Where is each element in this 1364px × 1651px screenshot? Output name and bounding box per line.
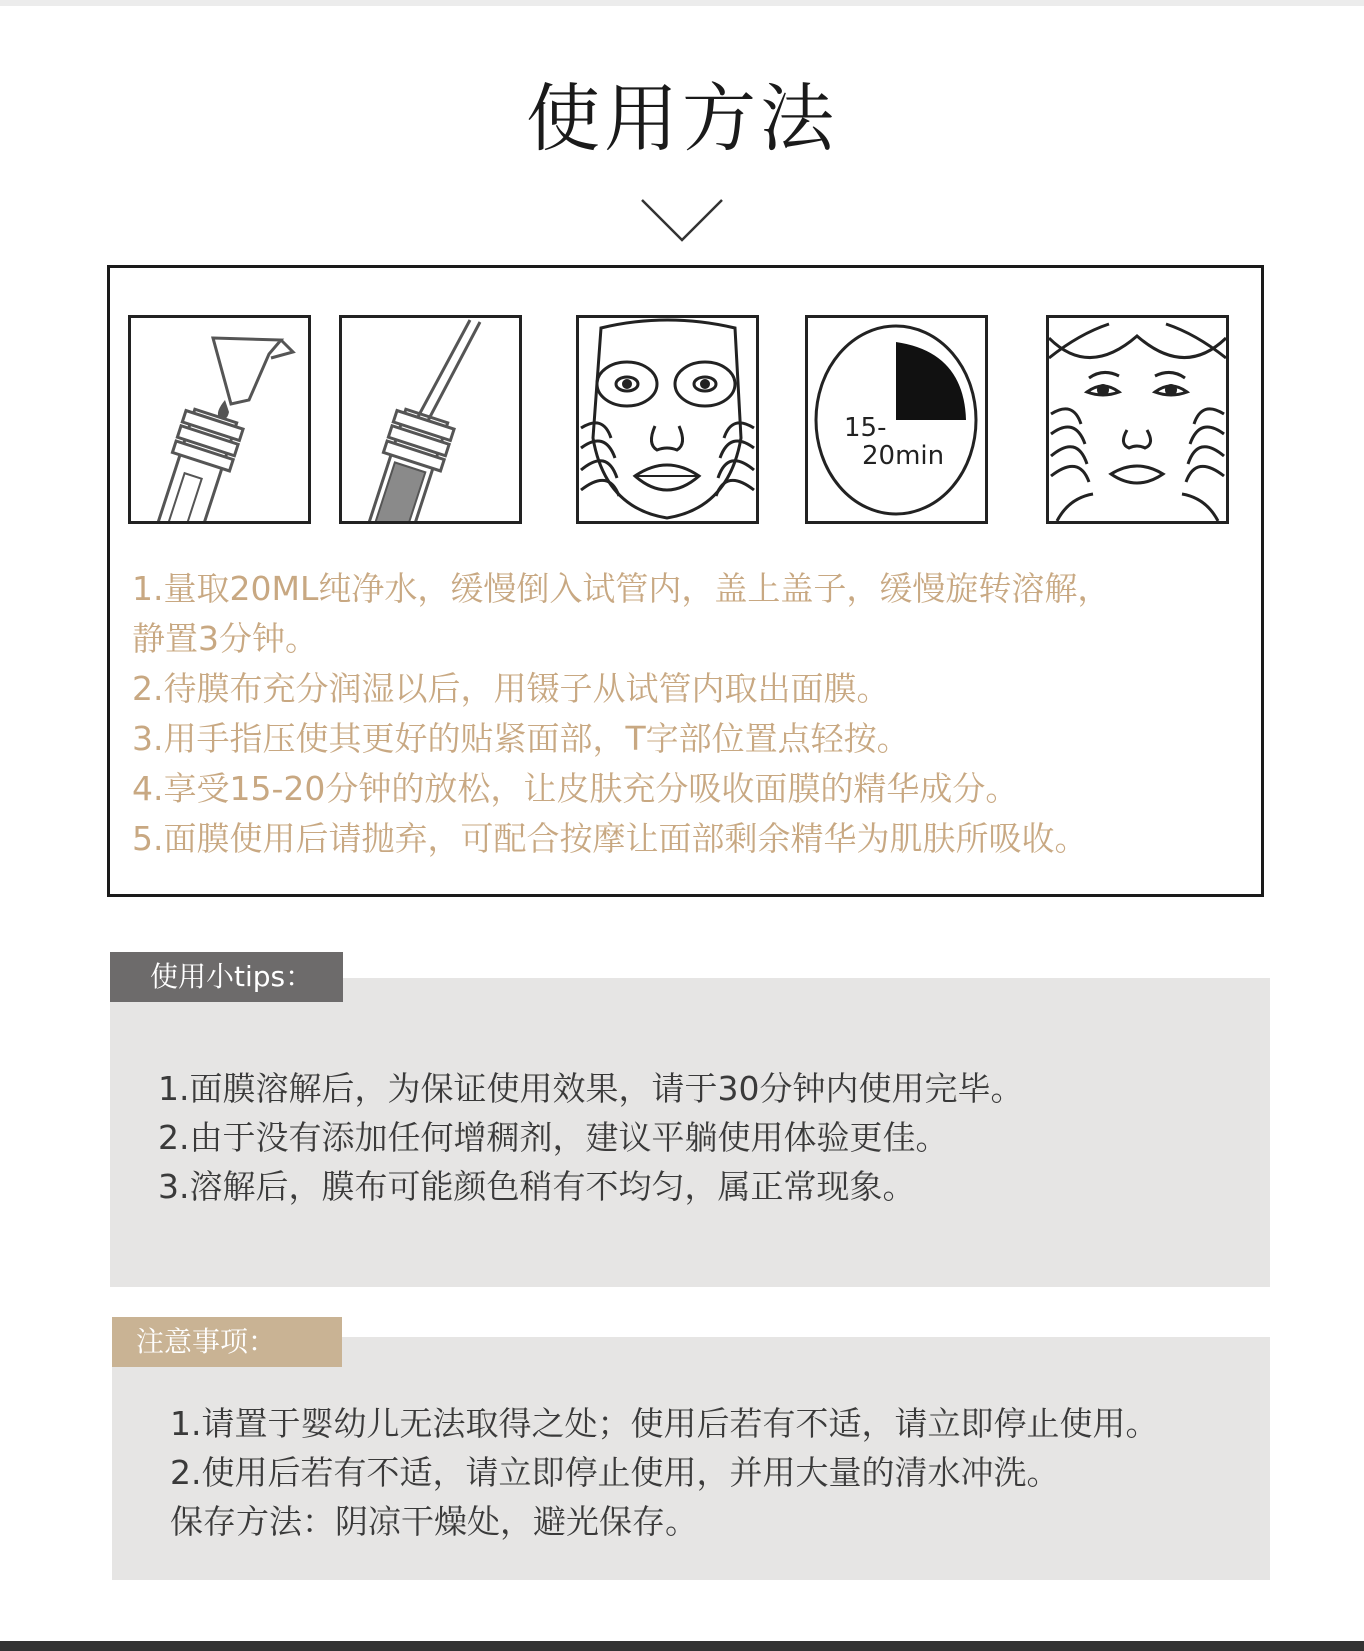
step-3: 3.用手指压使其更好的贴紧面部，T字部位置点轻按。 [132,719,910,758]
storage-method: 保存方法：阴凉干燥处，避光保存。 [170,1502,698,1541]
page-title: 使用方法 [526,76,838,162]
timer-icon [805,315,988,524]
step-4: 4.享受15-20分钟的放松，让皮肤充分吸收面膜的精华成分。 [132,769,1019,808]
step-1-line-1: 1.量取20ML纯净水，缓慢倒入试管内，盖上盖子，缓慢旋转溶解， [132,569,1111,608]
tip-item-2: 2.由于没有添加任何增稠剂，建议平躺使用体验更佳。 [158,1118,949,1157]
notice-item-2: 2.使用后若有不适，请立即停止使用，并用大量的清水冲洗。 [170,1453,1060,1492]
step-5: 5.面膜使用后请抛弃，可配合按摩让面部剩余精华为肌肤所吸收。 [132,819,1088,858]
timer-label-unit: 20min [862,441,945,471]
apply-mask-face-icon [576,315,759,524]
usage-steps-list [132,564,1232,864]
bottom-divider [0,1641,1364,1651]
pour-water-into-tube-icon [128,315,311,524]
notice-item-1: 1.请置于婴幼儿无法取得之处；使用后若有不适，请立即停止使用。 [170,1404,1159,1443]
pat-face-icon [1046,315,1229,524]
tip-item-3: 3.溶解后，膜布可能颜色稍有不均匀，属正常现象。 [158,1167,916,1206]
tweezers-in-tube-icon [339,315,522,524]
step-2: 2.待膜布充分润湿以后，用镊子从试管内取出面膜。 [132,669,890,708]
step-1-line-2: 静置3分钟。 [132,619,318,658]
top-divider [0,0,1364,6]
usage-steps-box [107,265,1264,897]
chevron-down-icon [640,198,724,244]
tip-item-1: 1.面膜溶解后，为保证使用效果，请于30分钟内使用完毕。 [158,1069,1024,1108]
timer-label-range: 15- [844,413,887,443]
tips-panel [110,978,1270,1287]
tips-heading: 使用小tips： [110,952,343,1002]
notice-panel [112,1337,1270,1580]
notice-heading: 注意事项： [112,1317,342,1367]
